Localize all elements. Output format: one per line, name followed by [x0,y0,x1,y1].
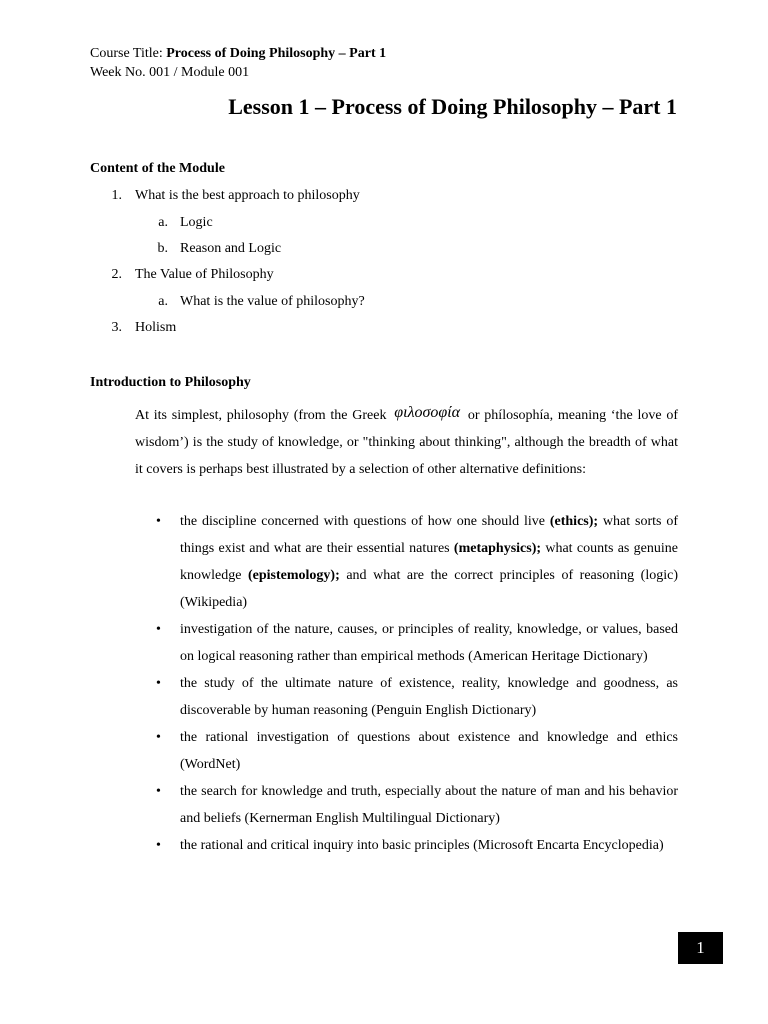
course-title-prefix: Course Title: [90,46,167,61]
definition-text-part: what counts as genuine knowledge [180,541,678,583]
definition-item [0,508,768,616]
term-epistemology: (epistemology); [248,568,340,583]
bullet-icon: • [156,514,161,529]
bullet-icon: • [156,676,161,691]
bullet-icon: • [156,838,161,853]
toc-item-number: 3. [111,320,122,335]
definition-text: the rational and critical inquiry into basic principles (Microsoft Encarta Encyclopedia) [180,838,664,853]
intro-heading: Introduction to Philosophy [90,375,251,390]
definition-text: investigation of the nature, causes, or principles of reality, knowledge, or values, based on logical reasoning rather than empirical methods (American Heritage Dictionary) [180,622,678,664]
bullet-icon: • [156,730,161,745]
page-number: 1 [678,932,723,964]
greek-word: φιλοσοφία [394,404,461,421]
toc-item-number: a. [158,294,168,309]
definition-text-part: and what are the correct principles of reasoning (logic) (Wikipedia) [180,568,678,610]
toc-item-number: 2. [111,267,122,282]
bullet-icon: • [156,622,161,637]
lesson-title: Lesson 1 – Process of Doing Philosophy – Part 1 [228,94,677,119]
toc-item-number: b. [157,241,168,256]
definitions-list [0,508,768,859]
toc-item-number: a. [158,215,168,230]
bullet-icon: • [156,784,161,799]
definition-item [0,832,768,859]
term-metaphysics: (metaphysics); [453,541,542,556]
toc-item-text: Logic [180,215,213,230]
week-module-line: Week No. 001 / Module 001 [90,65,250,80]
intro-text-start: At its simplest, philosophy (from the Greek [135,408,387,423]
toc-item-text: Reason and Logic [180,241,282,256]
toc-item-text: What is the best approach to philosophy [135,188,360,203]
toc-item-text: What is the value of philosophy? [180,294,365,309]
definition-text: the search for knowledge and truth, especially about the nature of man and his behavior and beliefs (Kernerman English Multilingual Dictionary) [180,784,678,826]
definition-text [180,508,678,616]
definition-text: the study of the ultimate nature of existence, reality, knowledge and goodness, as discoverable by human reasoning (Penguin English Dictionary) [180,676,678,718]
course-title-line [90,45,386,63]
toc-item-text: The Value of Philosophy [135,267,274,282]
term-ethics: (ethics); [549,514,599,529]
content-heading: Content of the Module [90,161,225,176]
definition-item [0,778,768,832]
toc-item-number: 1. [111,188,122,203]
definition-text-part: the discipline concerned with questions of how one should live [180,514,550,529]
intro-text-end: or phílosophía, meaning ‘the love of wisdom’) is the study of knowledge, or "thinking about thinking", although the breadth of what it covers is perhaps best illustrated by a selection of other alternative definitions: [135,408,678,477]
toc-item-text: Holism [135,320,177,335]
definition-item [0,670,768,724]
definition-text: the rational investigation of questions about existence and knowledge and ethics (WordNet) [180,730,678,772]
course-title: Process of Doing Philosophy – Part 1 [166,46,387,61]
definition-item [0,724,768,778]
definition-text-part: what sorts of things exist and what are their essential natures [180,514,678,556]
definition-item [0,616,768,670]
intro-paragraph [135,401,678,483]
